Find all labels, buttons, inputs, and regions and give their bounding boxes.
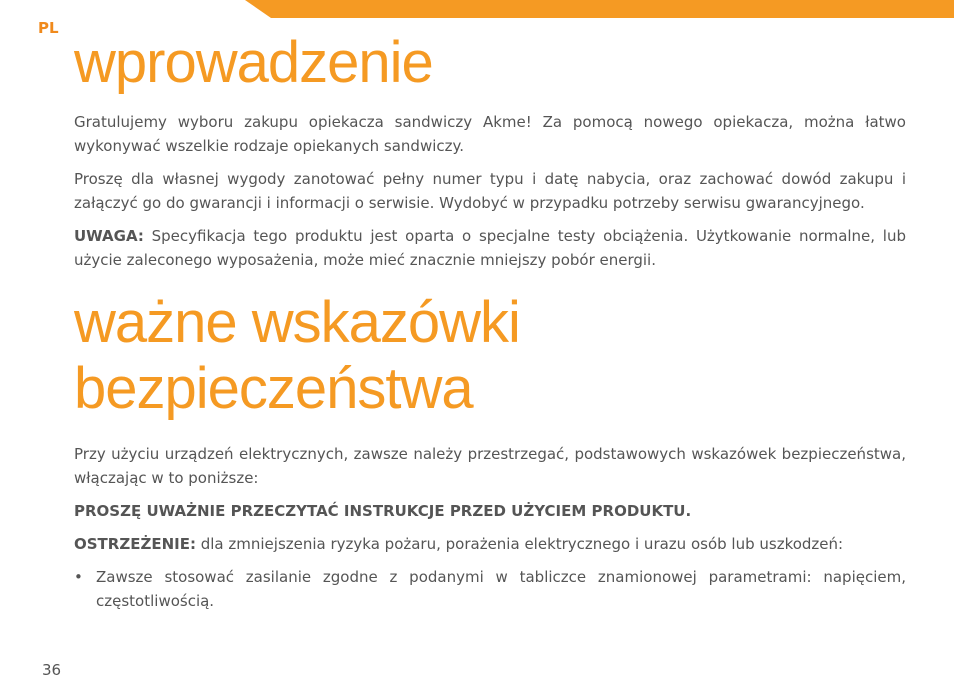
- bullet-text: Zawsze stosować zasilanie zgodne z podanymi w tabliczce znamionowej parametrami: napięciem, częstotliwością.: [96, 568, 906, 610]
- page-number: 36: [42, 661, 62, 679]
- safety-intro-paragraph: Przy użyciu urządzeń elektrycznych, zawsze należy przestrzegać, podstawowych wskazówek bezpieczeństwa, włączając w to poniższe:: [74, 445, 906, 487]
- safety-title-line-1: ważne wskazówki: [74, 290, 520, 355]
- section-title-safety: [74, 290, 906, 422]
- page-content: [74, 30, 906, 613]
- read-instructions-note: PROSZĘ UWAŻNIE PRZECZYTAĆ INSTRUKCJE PRZED UŻYCIEM PRODUKTU.: [74, 502, 692, 520]
- warning-text: dla zmniejszenia ryzyka pożaru, porażenia elektrycznego i urazu osób lub uszkodzeń:: [195, 535, 844, 553]
- top-accent-bar: [245, 0, 954, 18]
- safety-title-line-2: bezpieczeństwa: [74, 356, 473, 421]
- section-title-introduction: wprowadzenie: [74, 30, 433, 95]
- note-text: Specyfikacja tego produktu jest oparta o specjalne testy obciążenia. Użytkowanie normalne, lub użycie zaleconego wyposażenia, może mieć znacznie mniejszy pobór energii.: [74, 227, 906, 269]
- bullet-icon: •: [74, 568, 83, 586]
- intro-paragraph-1: Gratulujemy wyboru zakupu opiekacza sandwiczy Akme! Za pomocą nowego opiekacza, można łatwo wykonywać wszelkie rodzaje opiekanych sandwiczy.: [74, 113, 906, 155]
- warning-label: OSTRZEŻENIE:: [74, 535, 196, 553]
- warning-paragraph: [74, 532, 906, 556]
- list-item: [74, 565, 906, 613]
- note-paragraph: [74, 224, 906, 272]
- language-tag: PL: [38, 19, 59, 37]
- note-label: UWAGA:: [74, 227, 144, 245]
- safety-bullet-list: [74, 565, 906, 613]
- intro-paragraph-2: Proszę dla własnej wygody zanotować pełny numer typu i datę nabycia, oraz zachować dowód zakupu i załączyć go do gwarancji i informacji o serwisie. Wydobyć w przypadku potrzeby serwisu gwarancyjnego.: [74, 170, 906, 212]
